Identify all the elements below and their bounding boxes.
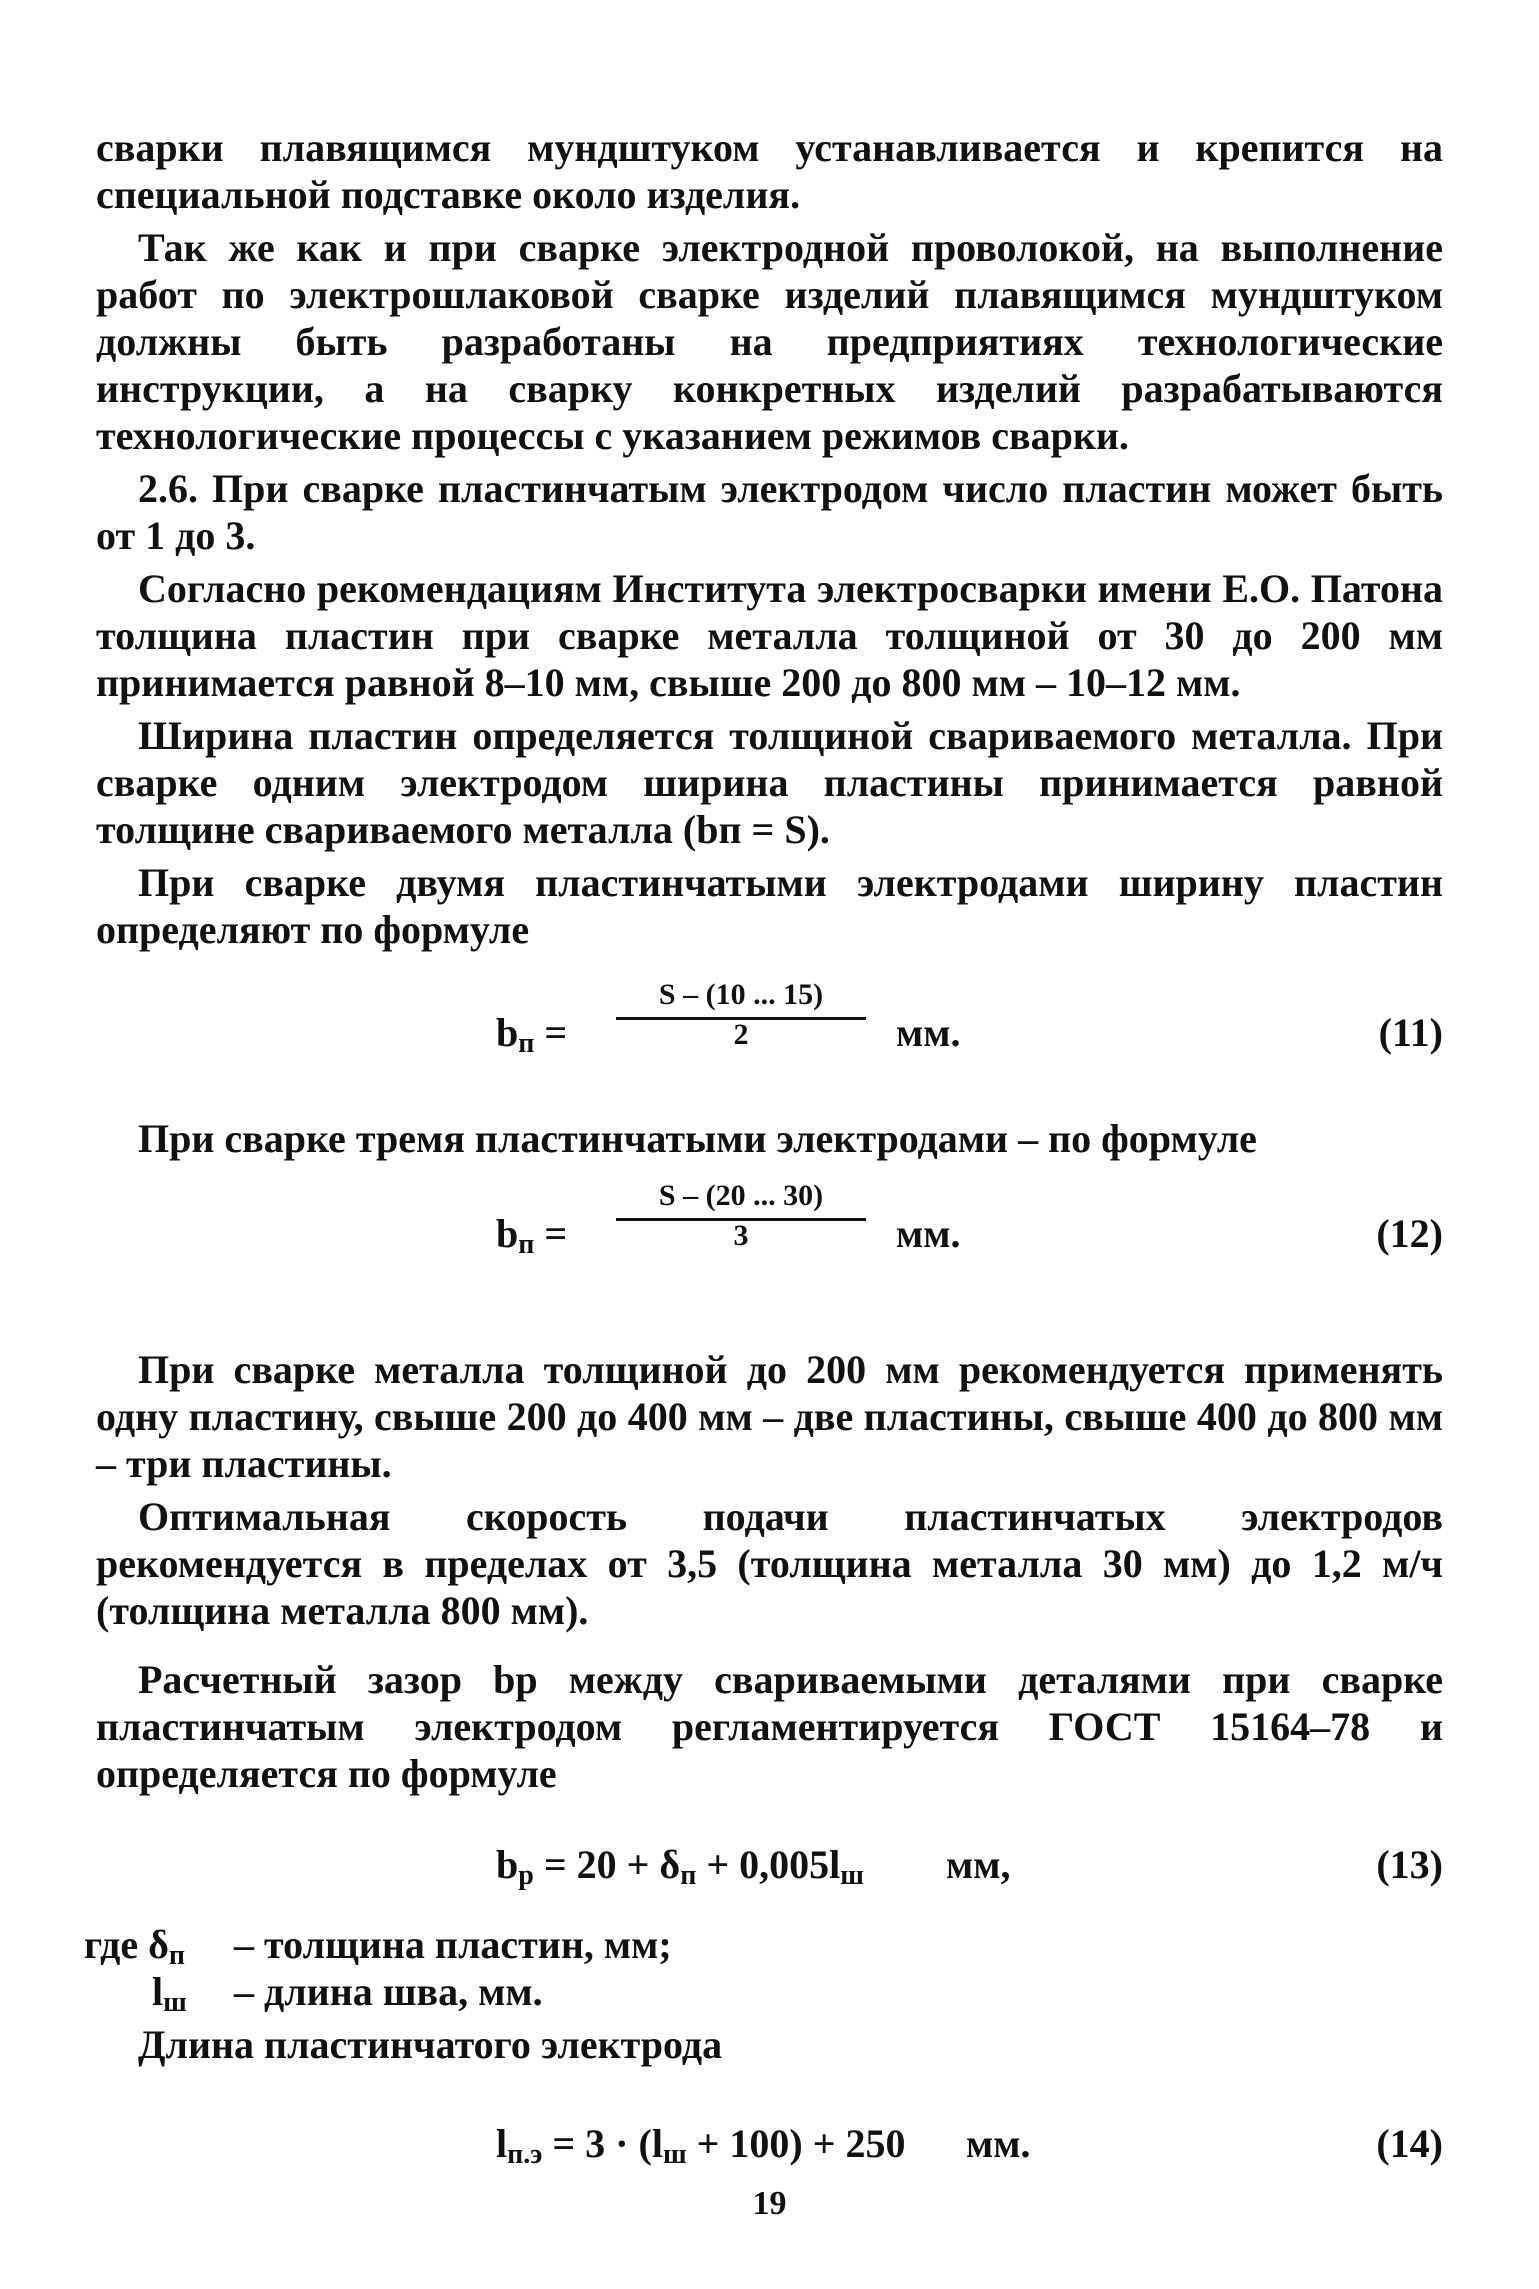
formula-11-lhs: $b_п$ = [496, 1010, 568, 1059]
formula-14 [96, 2120, 1443, 2180]
definition-symbol-delta: где $\delta_п$ [84, 1922, 186, 1971]
formula-11-fraction [616, 975, 866, 1050]
formula-12-numerator: S – (20 ... 30) [616, 1176, 866, 1221]
formula-12-unit: мм. [896, 1211, 961, 1256]
formula-13-number: (13) [1376, 1842, 1443, 1887]
paragraph-10: Расчетный зазор bр между свариваемыми деталями при сварке пластинчатым электродом регламентируется ГОСТ 15164–78 и определяется по формуле [96, 1657, 1443, 1796]
paragraph-1: сварки плавящимся мундштуком устанавливается и крепится на специальной подставке около изделия. [96, 125, 1443, 217]
formula-14-expression: $l_{п.э} = 3 \cdot (l_ш + 100) + 250$ [496, 2121, 906, 2170]
paragraph-4: Согласно рекомендациям Института электросварки имени Е.О. Патона толщина пластин при сварке металла толщиной от 30 до 200 мм принимается равной 8–10 мм, свыше 200 до 800 мм – 10–12 мм. [96, 566, 1443, 705]
paragraph-3: 2.6. При сварке пластинчатым электродом число пластин может быть от 1 до 3. [96, 466, 1443, 558]
paragraph-8: При сварке металла толщиной до 200 мм рекомендуется применять одну пластину, свыше 200 до 400 мм – две пластины, свыше 400 до 800 мм – три пластины. [96, 1347, 1443, 1486]
formula-12-fraction [616, 1176, 866, 1251]
page-number: 19 [752, 2185, 787, 2222]
formula-13-unit: мм, [946, 1842, 1011, 1887]
formula-12-denominator: 3 [733, 1219, 749, 1252]
formula-12-lhs: $b_п$ = [496, 1211, 568, 1260]
formula-14-number: (14) [1376, 2121, 1443, 2166]
formula-12 [96, 1176, 1443, 1296]
definition-text-seam-length: – длина шва, мм. [234, 1969, 543, 2014]
definition-symbol-l: $l_ш$ [152, 1969, 187, 2018]
definition-text-plate-thickness: – толщина пластин, мм; [234, 1922, 672, 1967]
paragraph-9: Оптимальная скорость подачи пластинчатых электродов рекомендуется в пределах от 3,5 (толщина металла 30 мм) до 1,2 м/ч (толщина металла 800 мм). [96, 1494, 1443, 1633]
paragraph-5: Ширина пластин определяется толщиной свариваемого металла. При сварке одним электродом ширина пластины принимается равной толщине свариваемого металла (bп = S). [96, 713, 1443, 852]
formula-11-number: (11) [1378, 1010, 1443, 1055]
formula-14-unit: мм. [966, 2121, 1031, 2166]
formula-11 [96, 975, 1443, 1095]
paragraph-6: При сварке двумя пластинчатыми электродами ширину пластин определяют по формуле [96, 860, 1443, 952]
variable-definitions [84, 1921, 1443, 2018]
formula-11-numerator: S – (10 ... 15) [616, 975, 866, 1020]
formula-13-expression: $b_р = 20 + \delta_п + 0,005l_ш$ [496, 1842, 864, 1891]
formula-11-unit: мм. [896, 1010, 961, 1055]
paragraph-7: При сварке тремя пластинчатыми электродами – по формуле [138, 1116, 1257, 1161]
formula-11-denominator: 2 [733, 1018, 749, 1051]
formula-13 [96, 1841, 1443, 1901]
paragraph-11: Длина пластинчатого электрода [138, 2022, 723, 2067]
formula-12-number: (12) [1376, 1211, 1443, 1256]
paragraph-2: Так же как и при сварке электродной проволокой, на выполнение работ по электрошлаковой сварке изделий плавящимся мундштуком должны быть разработаны на предприятиях технологические инструкции, а на сварку конкретных изделий разрабатываются технологические процессы с указанием режимов сварки. [96, 225, 1443, 458]
